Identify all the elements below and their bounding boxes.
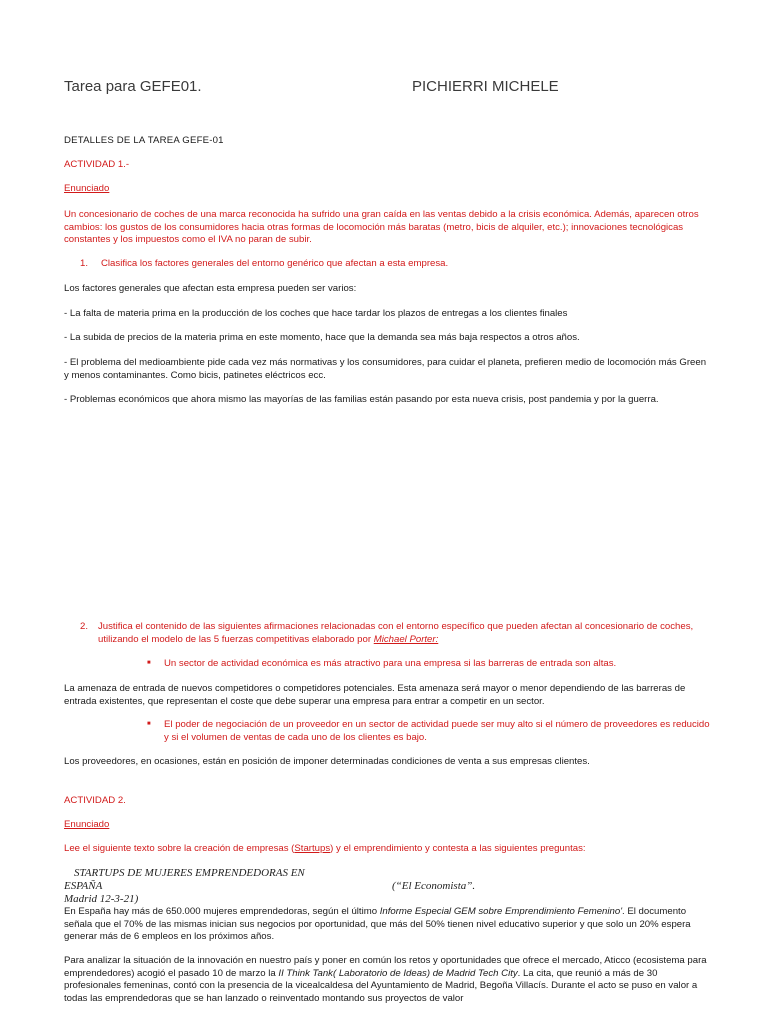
question-1-text: Clasifica los factores generales del entorno genérico que afectan a esta empresa. [101,258,449,269]
activity-1-statement: Un concesionario de coches de una marca reconocida ha sufrido una gran caída en las ventas debido a la crisis económica. Además, aparecen otros cambios: los gustos de los consumidores hacia otras formas de locomoción más baratas (metro, bicis de alquiler, etc.); innovaciones tecnológicas constantes y los impuestos como el IVA no paran de subir. [64,209,699,246]
section-title: DETALLES DE LA TAREA GEFE-01 [64,135,224,146]
bullet-2-answer: Los proveedores, en ocasiones, están en posición de imponer determinadas condiciones de venta a sus empresas clientes. [64,756,590,767]
article-paragraph-1 [64,906,710,944]
answer-1-item: - El problema del medioambiente pide cada vez más normativas y los consumidores, para cuidar el planeta, prefieren medio de locomoción más Green y menos contaminantes. Como bicis, patinetes eléctricos ecc. [64,357,707,381]
article-date: Madrid 12-3-21) [64,893,139,905]
answer-1-item: - Problemas económicos que ahora mismo las mayorías de las familias están pasando por esta nueva crisis, post pandemia y por la guerra. [64,394,659,405]
activity-2-statement-post: ) y el emprendimiento y contesta a las siguientes preguntas: [330,843,586,854]
activity-2-statement-pre: Lee el siguiente texto sobre la creación de empresas ( [64,843,295,854]
statement-heading-2: Enunciado [64,819,110,830]
bullet-2-text: El poder de negociación de un proveedor en un sector de actividad puede ser muy alto si el número de proveedores es reducido y si el volumen de ventas de cada uno de los clientes es bajo. [164,719,710,743]
bullet-1-text: Un sector de actividad económica es más atractivo para una empresa si las barreras de entrada son altas. [164,658,617,669]
question-2-number: 2. [80,621,89,632]
question-2-body: Justifica el contenido de las siguientes afirmaciones relacionadas con el entorno específico que pueden afectan al concesionario de coches, utilizando el modelo de las 5 fuerzas competitivas elaborado por [98,621,694,645]
bullet-1-answer: La amenaza de entrada de nuevos competidores o competidores potenciales. Esta amenaza será mayor o menor dependiendo de las barreras de entrada existentes, que representan el coste que debe superar una empresa para entrar a competir en un sector. [64,683,686,707]
article-source: (“El Economista”. [392,880,476,892]
article-paragraph-2-text: Para analizar la situación de la innovación en nuestro país y poner en común los retos y oportunidades que ofrece el mercado, Aticco (ecosistema para emprendedores) acogió el pasado 10 de marzo la [64,955,707,979]
activity-2-title: ACTIVIDAD 2. [64,795,126,806]
activity-2-statement [64,843,710,856]
article-paragraph-1-text: En España hay más de 650.000 mujeres emprendedoras, según el último [64,906,380,917]
article-paragraph-2 [64,955,710,1005]
bullet-icon: ■ [147,660,151,666]
question-1-number: 1. [80,258,89,269]
document-title: Tarea para GEFE01. [64,78,202,95]
article-title-line-2: ESPAÑA [64,880,103,892]
answer-1-intro: Los factores generales que afectan esta empresa pueden ser varios: [64,283,357,294]
activity-1-title: ACTIVIDAD 1.- [64,159,130,170]
answer-1-item: - La subida de precios de la materia prima en este momento, hace que la demanda sea más baja respectos a otros años. [64,332,580,343]
article-paragraph-2-text: . La cita, que reunió a más de 30 profesionales femeninas, contó con la presencia de la vicealcaldesa del Ayuntamiento de Madrid, Begoña Villacís. Durante el acto se puso en valor a todas las emprendedoras que se han lanzado o reinventado montando sus proyectos de valor [64,967,698,1004]
bullet-icon: ■ [147,721,151,727]
startups-link[interactable]: Startups [294,843,331,854]
statement-heading-1: Enunciado [64,183,110,194]
article-title-line-1: STARTUPS DE MUJERES EMPRENDEDORAS EN [74,867,305,879]
michael-porter-link[interactable]: Michael Porter: [373,633,439,645]
article-paragraph-1-text: . El documento señala que el 70% de las mismas inician sus negocios por oportunidad, que más del 50% tienen nivel educativo superior y que solo un 20% espera generar más de 6 empleos en los próximos años. [64,906,691,943]
answer-1-item: - La falta de materia prima en la producción de los coches que hace tardar los plazos de entregas a los clientes finales [64,308,568,319]
event-title: II Think Tank( Laboratorio de Ideas) de Madrid Tech City [278,967,518,979]
question-2-text [98,621,710,646]
author-name: PICHIERRI MICHELE [412,78,559,95]
report-title: Informe Especial GEM sobre Emprendimiento Femenino' [379,906,623,917]
